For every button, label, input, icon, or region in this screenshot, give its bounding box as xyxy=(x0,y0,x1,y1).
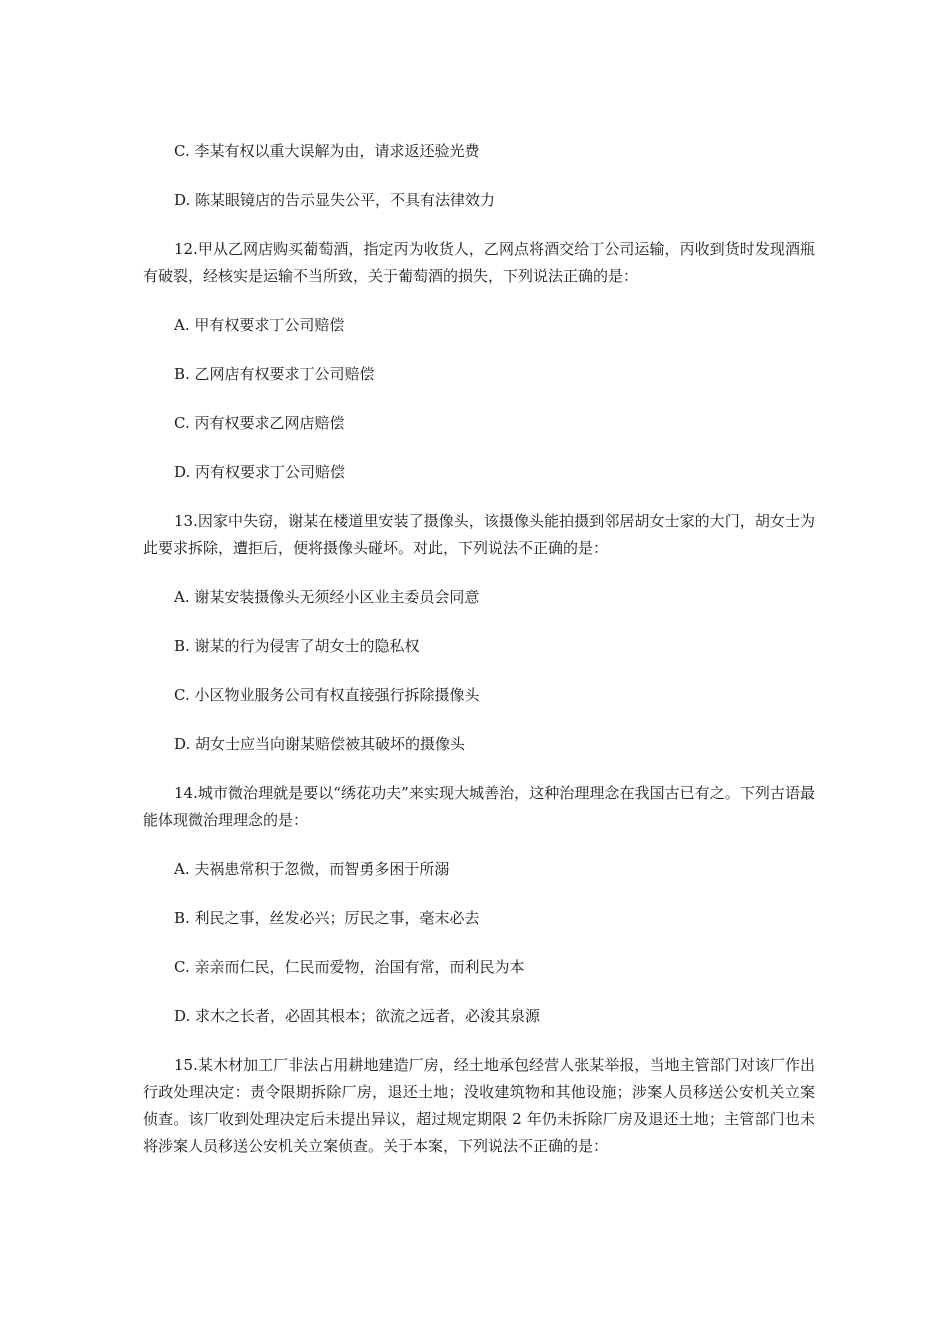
option-14-c: C. 亲亲而仁民，仁民而爱物，治国有常，而利民为本 xyxy=(174,958,525,976)
option-13-c: C. 小区物业服务公司有权直接强行拆除摄像头 xyxy=(174,686,480,704)
option-12-d: D. 丙有权要求丁公司赔偿 xyxy=(174,463,346,481)
option-11-c: C. 李某有权以重大误解为由，请求返还验光费 xyxy=(174,142,480,160)
option-12-b: B. 乙网店有权要求丁公司赔偿 xyxy=(174,365,375,383)
option-12-c: C. 丙有权要求乙网店赔偿 xyxy=(174,414,345,432)
question-15: 15.某木材加工厂非法占用耕地建造厂房，经土地承包经营人张某举报，当地主管部门对该厂作出行政处理决定：责令限期拆除厂房，退还土地；没收建筑物和其他设施；涉案人员移送公安机关立案侦查。该厂收到处理决定后未提出异议，超过规定期限 2 年仍未拆除厂房及退还土地；主管部门也未将涉案人员移送公安机关立案侦查。关于本案，下列说法不正确的是： xyxy=(143,1056,815,1155)
option-13-b: B. 谢某的行为侵害了胡女士的隐私权 xyxy=(174,637,420,655)
question-14: 14.城市微治理就是要以“绣花功夫”来实现大城善治，这种治理理念在我国古已有之。下列古语最能体现微治理理念的是： xyxy=(143,784,815,829)
question-12: 12.甲从乙网店购买葡萄酒，指定丙为收货人，乙网点将酒交给丁公司运输，丙收到货时发现酒瓶有破裂，经核实是运输不当所致，关于葡萄酒的损失，下列说法正确的是： xyxy=(143,240,815,285)
document-page xyxy=(143,138,815,1182)
option-13-a: A. 谢某安装摄像头无须经小区业主委员会同意 xyxy=(174,588,480,606)
option-14-d: D. 求木之长者，必固其根本；欲流之远者，必浚其泉源 xyxy=(174,1007,541,1025)
option-14-a: A. 夫祸患常积于忽微，而智勇多困于所溺 xyxy=(174,860,450,878)
option-14-b: B. 利民之事，丝发必兴；厉民之事，毫末必去 xyxy=(174,909,480,927)
option-12-a: A. 甲有权要求丁公司赔偿 xyxy=(174,316,345,334)
question-13: 13.因家中失窃，谢某在楼道里安装了摄像头，该摄像头能拍摄到邻居胡女士家的大门，胡女士为此要求拆除，遭拒后，便将摄像头碰坏。对此，下列说法不正确的是： xyxy=(143,512,815,557)
option-13-d: D. 胡女士应当向谢某赔偿被其破坏的摄像头 xyxy=(174,735,466,753)
option-11-d: D. 陈某眼镜店的告示显失公平，不具有法律效力 xyxy=(174,191,496,209)
